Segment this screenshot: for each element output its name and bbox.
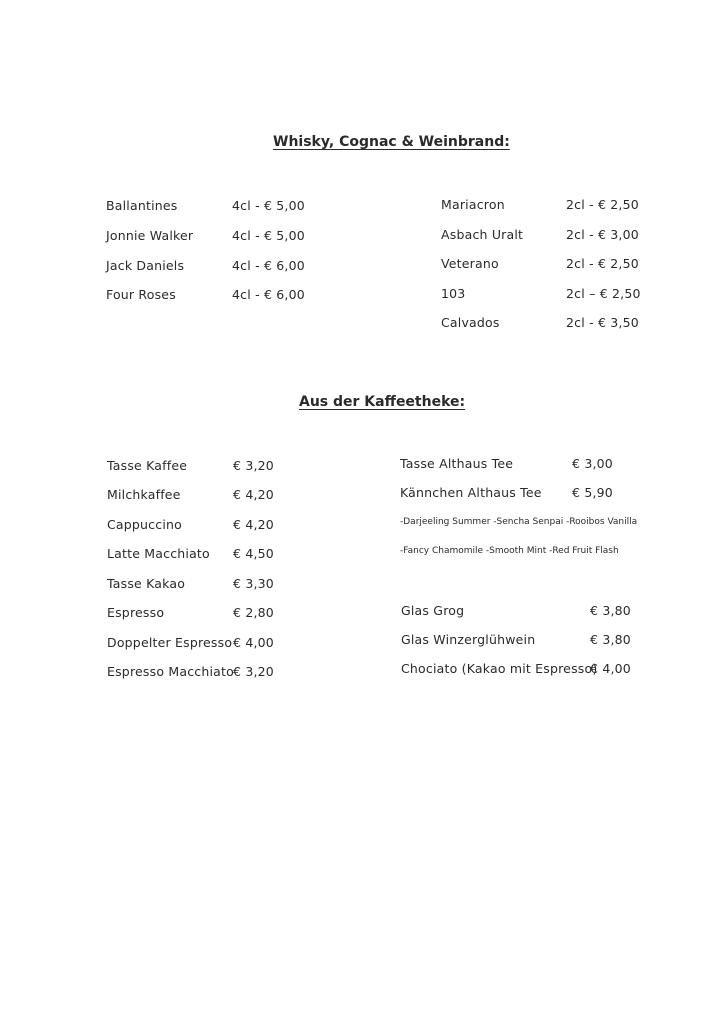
coffee-section-title: Aus der Kaffeetheke:: [299, 394, 466, 410]
tea-varieties-line: -Darjeeling Summer -Sencha Senpai -Rooibos Vanilla: [400, 517, 638, 527]
whisky-section-title: Whisky, Cognac & Weinbrand:: [273, 134, 510, 150]
coffee-item-name: Tasse Kaffee: [107, 458, 188, 473]
hot-drink-price: € 3,80: [590, 603, 631, 618]
cognac-item-name: Calvados: [441, 315, 500, 330]
cognac-item-name: Mariacron: [441, 197, 505, 212]
whisky-item-price: 4cl - € 5,00: [232, 198, 305, 213]
cognac-item-price: 2cl - € 2,50: [566, 197, 639, 212]
tea-item-name: Kännchen Althaus Tee: [400, 485, 542, 500]
whisky-item-price: 4cl - € 6,00: [232, 258, 305, 273]
whisky-item-price: 4cl - € 6,00: [232, 287, 305, 302]
whisky-item-name: Four Roses: [106, 287, 176, 302]
coffee-item-name: Latte Macchiato: [107, 546, 210, 561]
whisky-item-name: Ballantines: [106, 198, 178, 213]
cognac-item-price: 2cl - € 2,50: [566, 256, 639, 271]
coffee-item-price: € 4,00: [233, 635, 274, 650]
tea-item-name: Tasse Althaus Tee: [400, 456, 514, 471]
whisky-item-name: Jack Daniels: [106, 258, 185, 273]
hot-drink-name: Glas Winzerglühwein: [401, 632, 536, 647]
cognac-item-name: 103: [441, 286, 466, 301]
hot-drink-price: € 3,80: [590, 632, 631, 647]
cognac-item-price: 2cl – € 2,50: [566, 286, 641, 301]
cognac-item-name: Asbach Uralt: [441, 227, 524, 242]
tea-varieties-line: -Fancy Chamomile -Smooth Mint -Red Fruit Flash: [400, 546, 619, 556]
coffee-item-price: € 3,20: [233, 664, 274, 679]
coffee-item-price: € 4,50: [233, 546, 274, 561]
coffee-item-name: Cappuccino: [107, 517, 182, 532]
whisky-item-name: Jonnie Walker: [106, 228, 194, 243]
coffee-item-name: Tasse Kakao: [107, 576, 186, 591]
whisky-item-price: 4cl - € 5,00: [232, 228, 305, 243]
cognac-item-name: Veterano: [441, 256, 499, 271]
coffee-item-name: Espresso Macchiato: [107, 664, 234, 679]
chociato-name: Chociato (Kakao mit Espresso): [401, 661, 598, 676]
cognac-item-price: 2cl - € 3,00: [566, 227, 639, 242]
coffee-item-name: Doppelter Espresso: [107, 635, 233, 650]
coffee-item-price: € 3,20: [233, 458, 274, 473]
tea-item-price: € 5,90: [572, 485, 613, 500]
coffee-item-price: € 4,20: [233, 487, 274, 502]
coffee-item-price: € 2,80: [233, 605, 274, 620]
coffee-item-name: Espresso: [107, 605, 165, 620]
chociato-price: € 4,00: [590, 661, 631, 676]
coffee-item-price: € 4,20: [233, 517, 274, 532]
coffee-item-price: € 3,30: [233, 576, 274, 591]
coffee-item-name: Milchkaffee: [107, 487, 181, 502]
hot-drink-name: Glas Grog: [401, 603, 465, 618]
cognac-item-price: 2cl - € 3,50: [566, 315, 639, 330]
tea-item-price: € 3,00: [572, 456, 613, 471]
